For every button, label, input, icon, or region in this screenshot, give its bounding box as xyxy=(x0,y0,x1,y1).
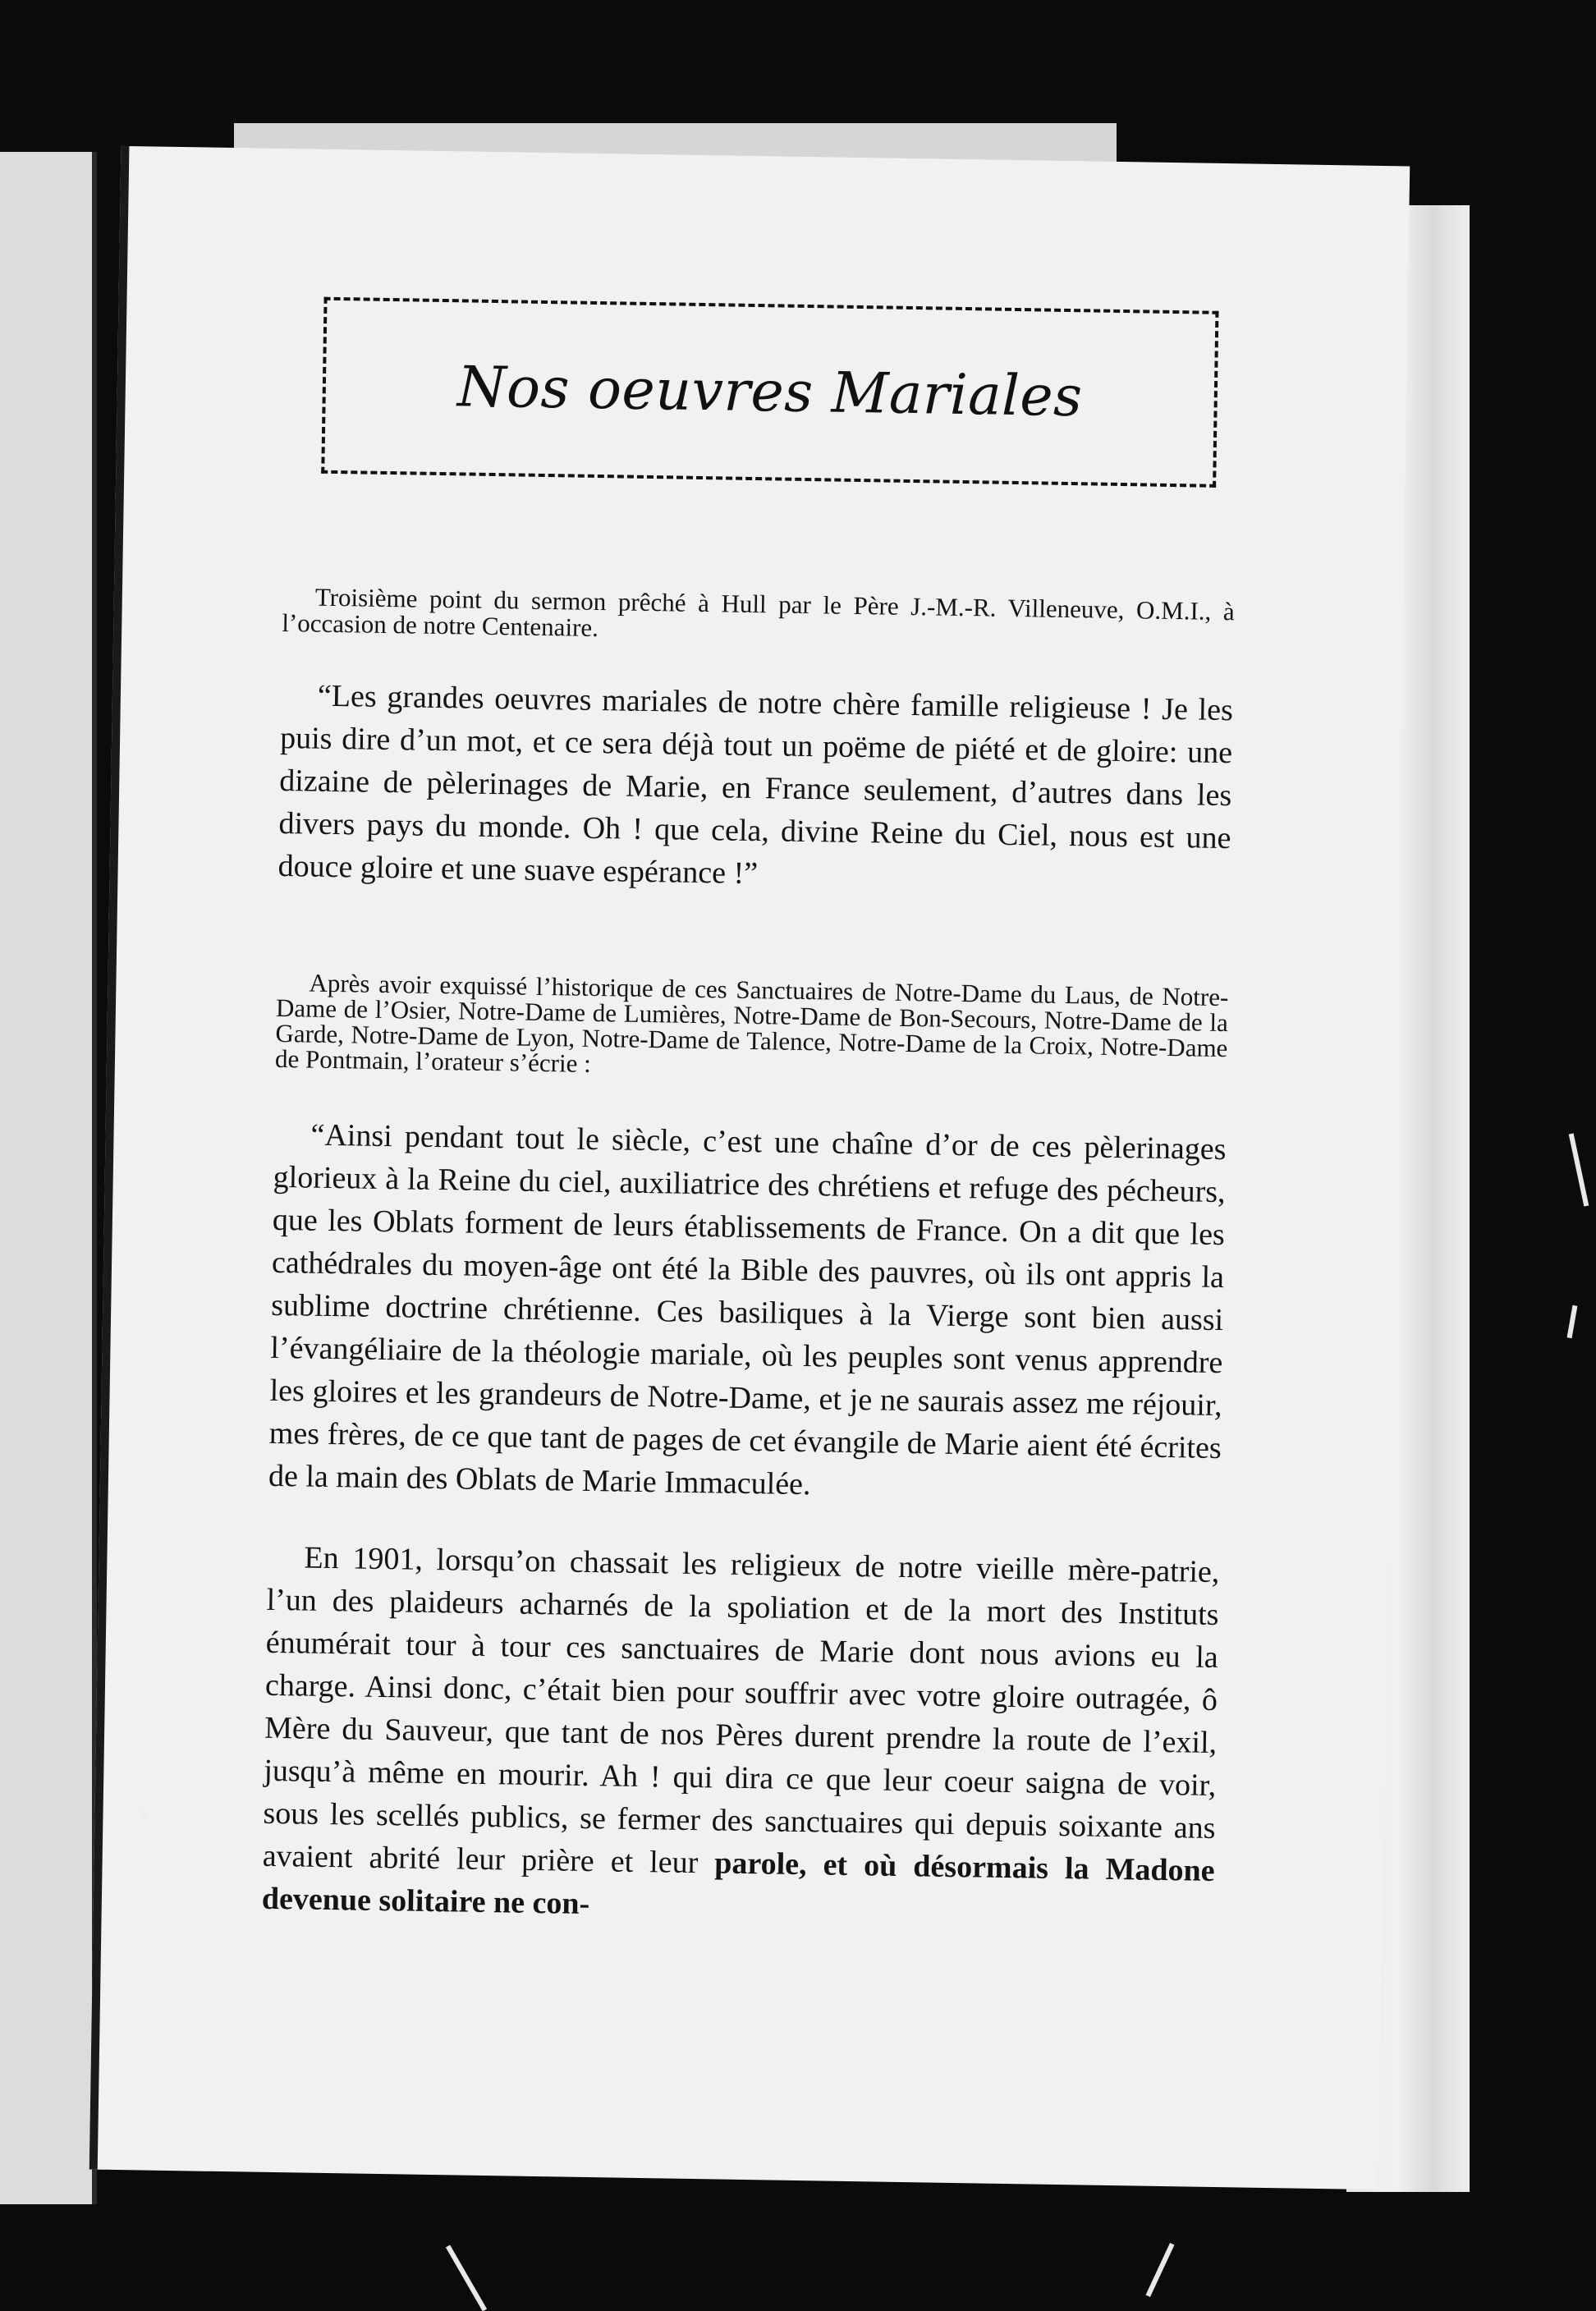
left-page-edge xyxy=(0,152,97,2204)
page-title: Nos oeuvres Mariales xyxy=(456,355,1084,430)
bridge-note: Après avoir exquissé l’historique de ces Sanctuaires de Notre-Dame du Laus, de Notre-Dame de l’Osier, Notre-Dame de Lumières, Notre-Dame de Bon-Secours, Notre-Dame de la Garde, Notre-Dame de Lyon, Notre-Dame de Talence, Notre-Dame de la Croix, Notre-Dame de Pontmain, l’orateur s’écrie : xyxy=(274,968,1229,1078)
book-page xyxy=(89,146,1410,2189)
title-frame xyxy=(321,297,1218,488)
paragraph-quote-2: “Ainsi pendant tout le siècle, c’est une chaîne d’or de ces pèlerinages glorieux à la Reine du ciel, auxiliatrice des chrétiens et refuge des pécheurs, que les Oblats forment de leurs établissements de France. On a dit que les cathédrales du moyen-âge ont été la Bible des pauvres, où ils ont appris la sublime doctrine chrétienne. Ces basiliques à la Vierge sont bien aussi l’évangéliaire de la théologie mariale, où les peuples sont venus apprendre les gloires et les grandeurs de Notre-Dame, et je ne saurais assez me réjouir, mes frères, de ce que tant de pages de cet évangile de Marie aient été écrites de la main des Oblats de Marie Immaculée. xyxy=(268,1117,1227,1502)
paragraph-3 xyxy=(262,1536,1220,1935)
film-scratch xyxy=(1145,2243,1174,2297)
paragraph-3-tail: parole, et où désormais la Madone devenue solitaire ne con- xyxy=(261,1846,1215,1922)
film-scratch xyxy=(1569,1133,1589,1206)
paragraph-quote-1: “Les grandes oeuvres mariales de notre chère famille religieuse ! Je les puis dire d’un mot, et ce sera déjà tout un poëme de piété et de gloire: une dizaine de pèlerinages de Marie, en France seulement, d’autres dans les divers pays du monde. Oh ! que cela, divine Reine du Ciel, nous est une douce gloire et une suave espérance !” xyxy=(277,678,1234,892)
paragraph-3-body: En 1901, lorsqu’on chassait les religieux de notre vieille mère-patrie, l’un des plaideurs acharnés de la spoliation et de la mort des Instituts énumérait tour à tour ces sanctuaires de Marie dont nous avions eu la charge. Ainsi donc, c’était bien pour souffrir avec votre gloire outragée, ô Mère du Sauveur, que tant de nos Pères durent prendre la route de l’exil, jusqu’à même en mourir. Ah ! qui dira ce que leur coeur saigna de voir, sous les scellés publics, se fermer des sanctuaires qui depuis soixante ans avaient abrité leur prière et leur xyxy=(262,1540,1220,1881)
film-dust-dot xyxy=(140,1810,148,1818)
intro-note: Troisième point du sermon prêché à Hull par le Père J.-M.-R. Villeneuve, O.M.I., à l’occasion de notre Centenaire. xyxy=(282,582,1235,643)
film-scratch xyxy=(446,2245,487,2311)
film-scratch xyxy=(1567,1305,1578,1338)
